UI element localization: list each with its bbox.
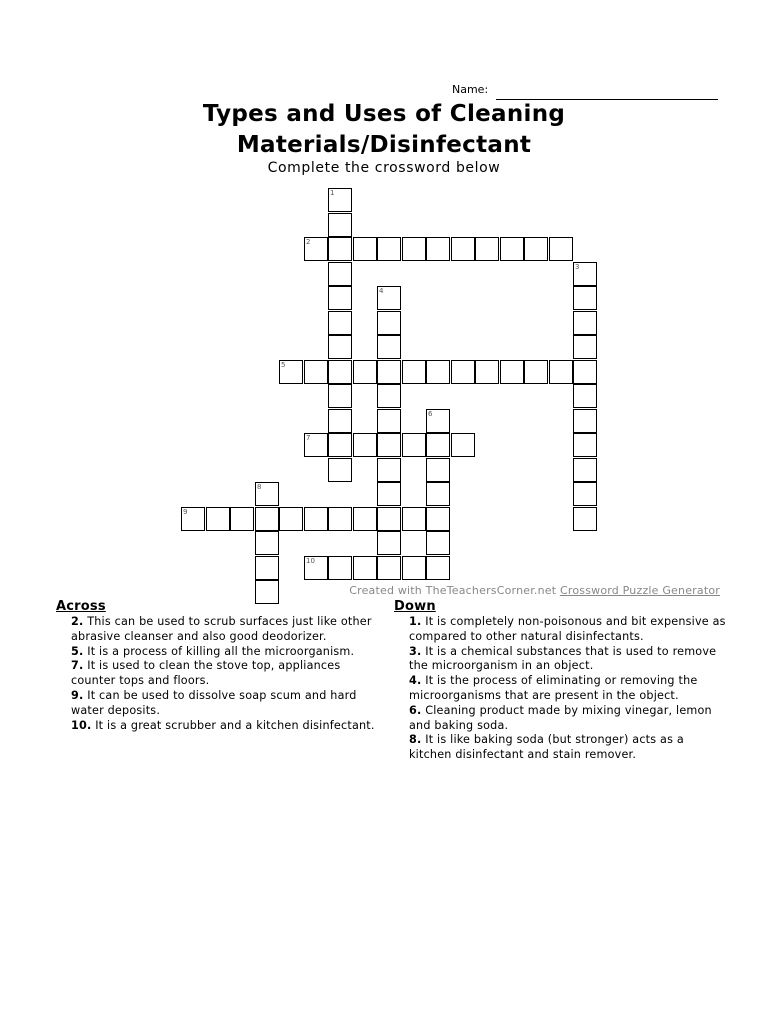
clue-across-5: [56, 645, 386, 660]
crossword-cell[interactable]: [524, 360, 548, 384]
crossword-cell[interactable]: [304, 507, 328, 531]
crossword-cell[interactable]: [304, 360, 328, 384]
crossword-cell[interactable]: [524, 237, 548, 261]
clue-number-label: 4: [379, 287, 384, 295]
crossword-cell[interactable]: [426, 409, 450, 433]
clue-text: It can be used to dissolve soap scum and hard water deposits.: [71, 688, 357, 717]
name-label: Name:: [452, 83, 489, 96]
crossword-cell[interactable]: [328, 556, 352, 580]
crossword-cell[interactable]: [573, 360, 597, 384]
crossword-cell[interactable]: [402, 433, 426, 457]
crossword-cell[interactable]: [328, 458, 352, 482]
clue-number: 5.: [71, 644, 84, 658]
clue-text: It is completely non-poisonous and bit expensive as compared to other natural disinfectants.: [409, 615, 726, 643]
crossword-cell[interactable]: [573, 409, 597, 433]
crossword-cell[interactable]: [475, 237, 499, 261]
crossword-cell[interactable]: [328, 286, 352, 310]
crossword-cell[interactable]: [377, 286, 401, 310]
crossword-cell[interactable]: [353, 433, 377, 457]
clue-across-2: [56, 615, 386, 645]
clue-number-label: 3: [575, 263, 580, 271]
crossword-cell[interactable]: [181, 507, 205, 531]
crossword-cell[interactable]: [328, 213, 352, 237]
across-heading: Across: [56, 599, 106, 614]
crossword-cell[interactable]: [353, 237, 377, 261]
crossword-cell[interactable]: [402, 237, 426, 261]
clue-number: 4.: [409, 674, 422, 688]
down-clues: [394, 598, 729, 763]
clue-number-label: 2: [306, 238, 311, 246]
crossword-cell[interactable]: [377, 482, 401, 506]
crossword-cell[interactable]: [328, 262, 352, 286]
crossword-cell[interactable]: [328, 237, 352, 261]
crossword-cell[interactable]: [573, 262, 597, 286]
page-title-line-1: Types and Uses of Cleaning: [202, 101, 566, 127]
clue-number-label: 8: [257, 483, 262, 491]
credit-line: [349, 584, 720, 597]
clue-number: 1.: [409, 615, 422, 628]
clue-number-label: 7: [306, 434, 311, 442]
clue-text: It is a great scrubber and a kitchen disinfectant.: [95, 718, 375, 732]
clue-number-label: 9: [183, 508, 188, 516]
crossword-cell[interactable]: [377, 507, 401, 531]
crossword-cell[interactable]: [230, 507, 254, 531]
clue-down-3: [394, 645, 729, 675]
crossword-cell[interactable]: [426, 360, 450, 384]
crossword-cell[interactable]: [377, 531, 401, 555]
crossword-cell[interactable]: [353, 360, 377, 384]
crossword-cell[interactable]: [573, 286, 597, 310]
crossword-cell[interactable]: [426, 507, 450, 531]
crossword-cell[interactable]: [573, 384, 597, 408]
clue-number-label: 5: [281, 361, 286, 369]
crossword-cell[interactable]: [328, 335, 352, 359]
generator-link[interactable]: Crossword Puzzle Generator: [559, 584, 720, 597]
crossword-cell[interactable]: [255, 531, 279, 555]
crossword-cell[interactable]: [426, 458, 450, 482]
crossword-cell[interactable]: [549, 360, 573, 384]
clue-number: 3.: [409, 644, 422, 658]
crossword-cell[interactable]: [377, 360, 401, 384]
clue-number-label: 6: [428, 410, 433, 418]
clue-down-6: [394, 704, 729, 734]
clue-number: 8.: [409, 733, 422, 747]
crossword-cell[interactable]: [206, 507, 230, 531]
clue-number: 9.: [71, 688, 84, 702]
crossword-cell[interactable]: [426, 556, 450, 580]
clue-down-1: [394, 615, 729, 645]
crossword-cell[interactable]: [426, 531, 450, 555]
crossword-cell[interactable]: [451, 237, 475, 261]
crossword-cell[interactable]: [402, 556, 426, 580]
crossword-cell[interactable]: [279, 360, 303, 384]
crossword-cell[interactable]: [328, 360, 352, 384]
crossword-cell[interactable]: [500, 237, 524, 261]
crossword-cell[interactable]: [377, 458, 401, 482]
clue-number: 2.: [71, 615, 84, 628]
crossword-cell[interactable]: [377, 311, 401, 335]
crossword-cell[interactable]: [402, 507, 426, 531]
clue-number-label: 10: [306, 557, 315, 565]
crossword-cell[interactable]: [426, 237, 450, 261]
crossword-cell[interactable]: [279, 507, 303, 531]
crossword-cell[interactable]: [328, 384, 352, 408]
crossword-cell[interactable]: [377, 433, 401, 457]
crossword-cell[interactable]: [255, 507, 279, 531]
crossword-cell[interactable]: [451, 433, 475, 457]
crossword-cell[interactable]: [328, 188, 352, 212]
crossword-cell[interactable]: [573, 458, 597, 482]
crossword-cell[interactable]: [402, 360, 426, 384]
crossword-cell[interactable]: [377, 556, 401, 580]
crossword-cell[interactable]: [353, 507, 377, 531]
clue-text: It is a process of killing all the microorganism.: [87, 644, 355, 658]
crossword-cell[interactable]: [304, 237, 328, 261]
crossword-cell[interactable]: [573, 433, 597, 457]
clue-text: It is a chemical substances that is used to remove the microorganism in an object.: [409, 644, 717, 673]
down-heading: Down: [394, 599, 436, 614]
clue-number: 6.: [409, 703, 422, 717]
crossword-cell[interactable]: [304, 556, 328, 580]
crossword-cell[interactable]: [426, 482, 450, 506]
crossword-cell[interactable]: [255, 556, 279, 580]
clue-text: Cleaning product made by mixing vinegar, lemon and baking soda.: [409, 703, 712, 732]
clue-number: 7.: [71, 659, 84, 673]
crossword-cell[interactable]: [573, 311, 597, 335]
crossword-cell[interactable]: [500, 360, 524, 384]
crossword-cell[interactable]: [328, 311, 352, 335]
clue-down-8: [394, 733, 729, 763]
clue-text: It is like baking soda (but stronger) acts as a kitchen disinfectant and stain remover.: [409, 733, 684, 762]
crossword-cell[interactable]: [549, 237, 573, 261]
crossword-cell[interactable]: [328, 433, 352, 457]
clue-across-10: [56, 719, 386, 734]
page-title-line-2: Materials/Disinfectant: [236, 132, 532, 158]
crossword-cell[interactable]: [255, 482, 279, 506]
crossword-cell[interactable]: [573, 507, 597, 531]
crossword-cell[interactable]: [328, 507, 352, 531]
crossword-cell[interactable]: [328, 409, 352, 433]
clue-text: This can be used to scrub surfaces just like other abrasive cleanser and also good deodorizer.: [71, 615, 372, 643]
crossword-cell[interactable]: [377, 335, 401, 359]
crossword-cell[interactable]: [475, 360, 499, 384]
crossword-cell[interactable]: [377, 237, 401, 261]
crossword-cell[interactable]: [451, 360, 475, 384]
crossword-cell[interactable]: [426, 433, 450, 457]
crossword-cell[interactable]: [304, 433, 328, 457]
clue-across-7: [56, 659, 386, 689]
crossword-cell[interactable]: [353, 556, 377, 580]
crossword-cell[interactable]: [573, 335, 597, 359]
clue-number-label: 1: [330, 189, 335, 197]
clue-across-9: [56, 689, 386, 719]
page-subtitle: Complete the crossword below: [267, 160, 501, 176]
crossword-cell[interactable]: [377, 384, 401, 408]
clue-number: 10.: [71, 718, 92, 732]
clue-down-4: [394, 674, 729, 704]
credit-text: Created with TheTeachersCorner.net: [349, 584, 557, 597]
across-clues: [56, 598, 386, 733]
clue-text: It is the process of eliminating or removing the microorganisms that are present in the object.: [409, 674, 698, 702]
crossword-cell[interactable]: [573, 482, 597, 506]
clue-text: It is used to clean the stove top, appliances counter tops and floors.: [71, 659, 341, 688]
crossword-cell[interactable]: [377, 409, 401, 433]
